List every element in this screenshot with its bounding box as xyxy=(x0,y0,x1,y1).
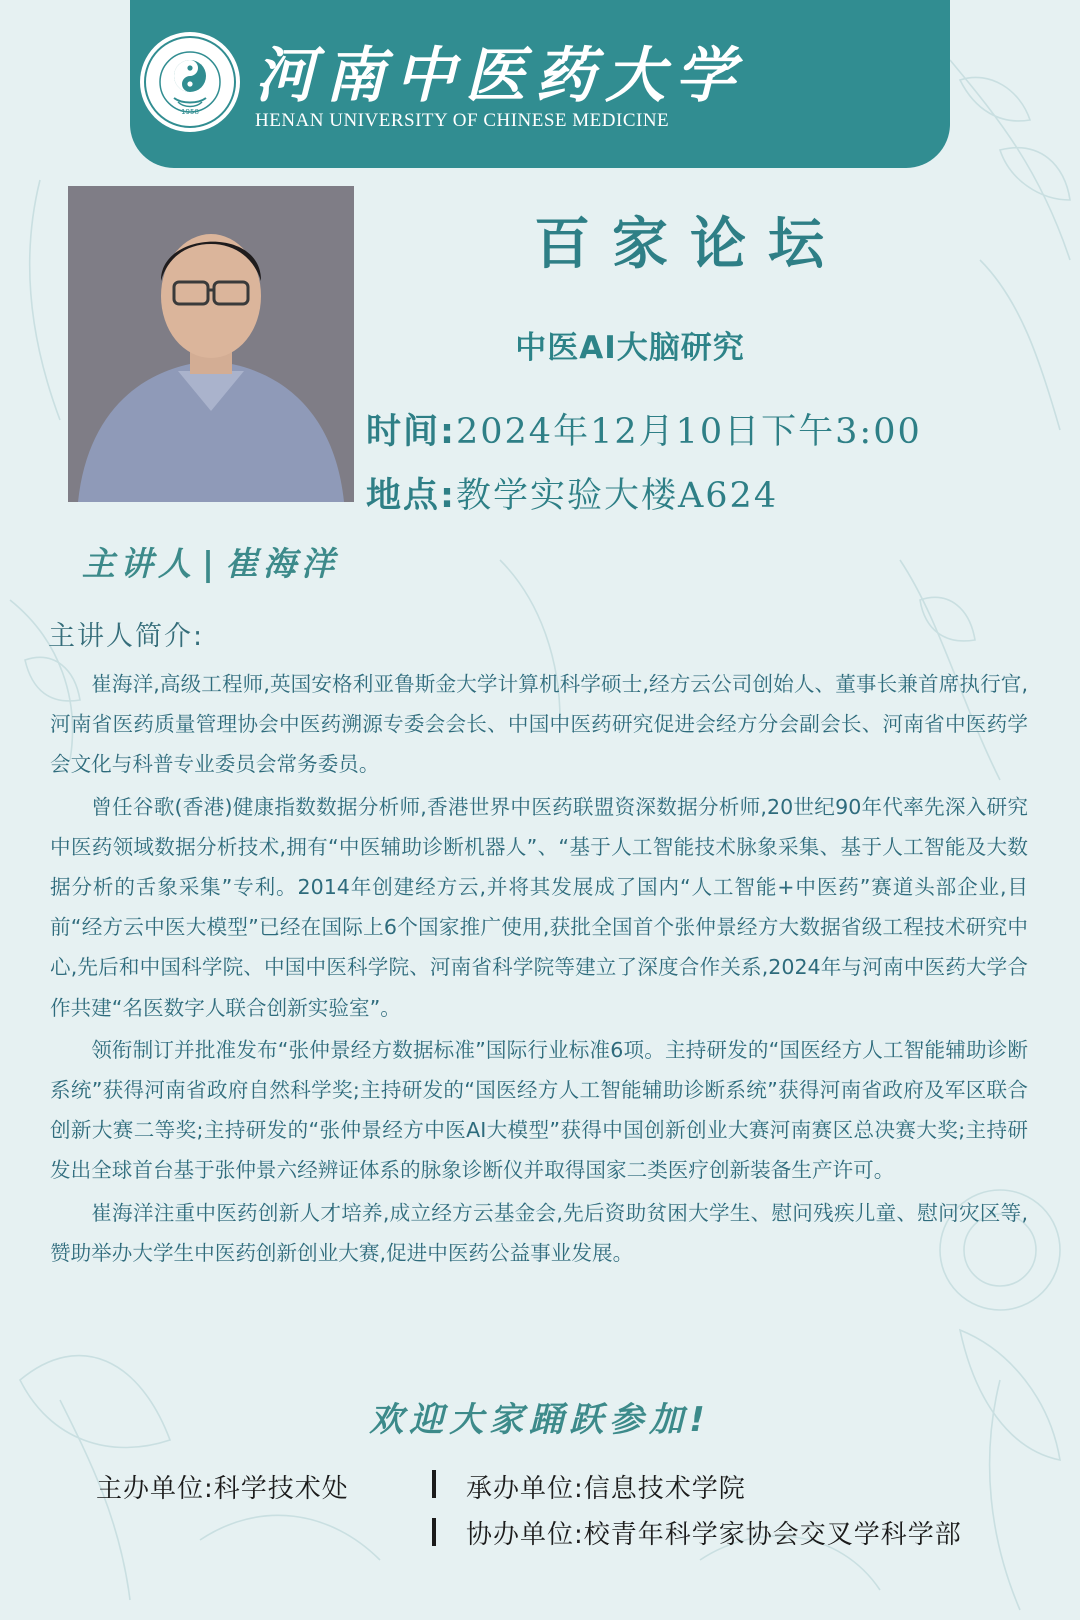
university-name-cn: 河南中医药大学 xyxy=(255,41,745,111)
welcome-message: 欢迎大家踊跃参加! xyxy=(369,1400,711,1440)
speaker-label: 主讲人 xyxy=(82,544,196,583)
bio-paragraph: 曾任谷歌(香港)健康指数数据分析师,香港世界中医药联盟资深数据分析师,20世纪90年代率先深入研究中医药领域数据分析技术,拥有“中医辅助诊断机器人”、“基于人工智能技术脉象采集、基于人工智能及大数据分析的舌象采集”专利。2014年创建经方云,并将其发展成了国内“人工智能+中医药”赛道头部企业,目前“经方云中医大模型”已经在国际上6个国家推广使用,获批全国首个张仲景经方大数据省级工程技术研究中心,先后和中国科学院、中国中医科学院、河南省科学院等建立了深度合作关系,2024年与河南中医药大学合作共建“名医数字人联合创新实验室”。 xyxy=(50,794,1028,1020)
place-label: 地点: xyxy=(366,476,456,516)
event-time xyxy=(366,404,1066,454)
university-name-en: HENAN UNIVERSITY OF CHINESE MEDICINE xyxy=(255,110,670,131)
organizer-divider xyxy=(432,1518,436,1546)
speaker-photo xyxy=(68,186,354,502)
organizer-assistant: 协办单位:校青年科学家协会交叉学科学部 xyxy=(466,1520,962,1550)
bio-text xyxy=(50,664,1028,1275)
organizer-undertaker: 承办单位:信息技术学院 xyxy=(466,1474,746,1504)
bio-paragraph: 崔海洋,高级工程师,英国安格利亚鲁斯金大学计算机科学硕士,经方云公司创始人、董事长兼首席执行官,河南省医药质量管理协会中医药溯源专委会会长、中国中医药研究促进会经方分会副会长、河南省中医药学会文化与科普专业委员会常务委员。 xyxy=(50,672,1028,777)
time-label: 时间: xyxy=(366,412,456,452)
bio-heading: 主讲人简介: xyxy=(48,621,205,652)
university-logo-seal-icon xyxy=(138,30,242,134)
speaker-name: 崔海洋 xyxy=(225,544,340,583)
event-place xyxy=(366,468,1066,518)
bio-paragraph: 领衔制订并批准发布“张仲景经方数据标准”国际行业标准6项。主持研发的“国医经方人工智能辅助诊断系统”获得河南省政府自然科学奖;主持研发的“国医经方人工智能辅助诊断系统”获得河南省政府及军区联合创新大赛二等奖;主持研发的“张仲景经方中医AI大模型”获得中国创新创业大赛河南赛区总决赛大奖;主持研发出全球首台基于张仲景六经辨证体系的脉象诊断仪并取得国家二类医疗创新装备生产许可。 xyxy=(50,1037,1028,1183)
forum-title: 百家论坛 xyxy=(534,212,846,277)
logo-year: 1958 xyxy=(181,108,199,116)
time-value: 2024年12月10日下午3:00 xyxy=(456,412,922,452)
speaker-separator: | xyxy=(202,544,220,583)
organizer-divider xyxy=(432,1470,436,1498)
place-value: 教学实验大楼A624 xyxy=(456,476,779,516)
organizer-host: 主办单位:科学技术处 xyxy=(96,1474,349,1504)
bio-paragraph: 崔海洋注重中医药创新人才培养,成立经方云基金会,先后资助贫困大学生、慰问残疾儿童、慰问灾区等,赞助举办大学生中医药创新创业大赛,促进中医药公益事业发展。 xyxy=(50,1200,1028,1265)
speaker-line xyxy=(82,538,339,585)
talk-title: 中医AI大脑研究 xyxy=(515,330,745,366)
